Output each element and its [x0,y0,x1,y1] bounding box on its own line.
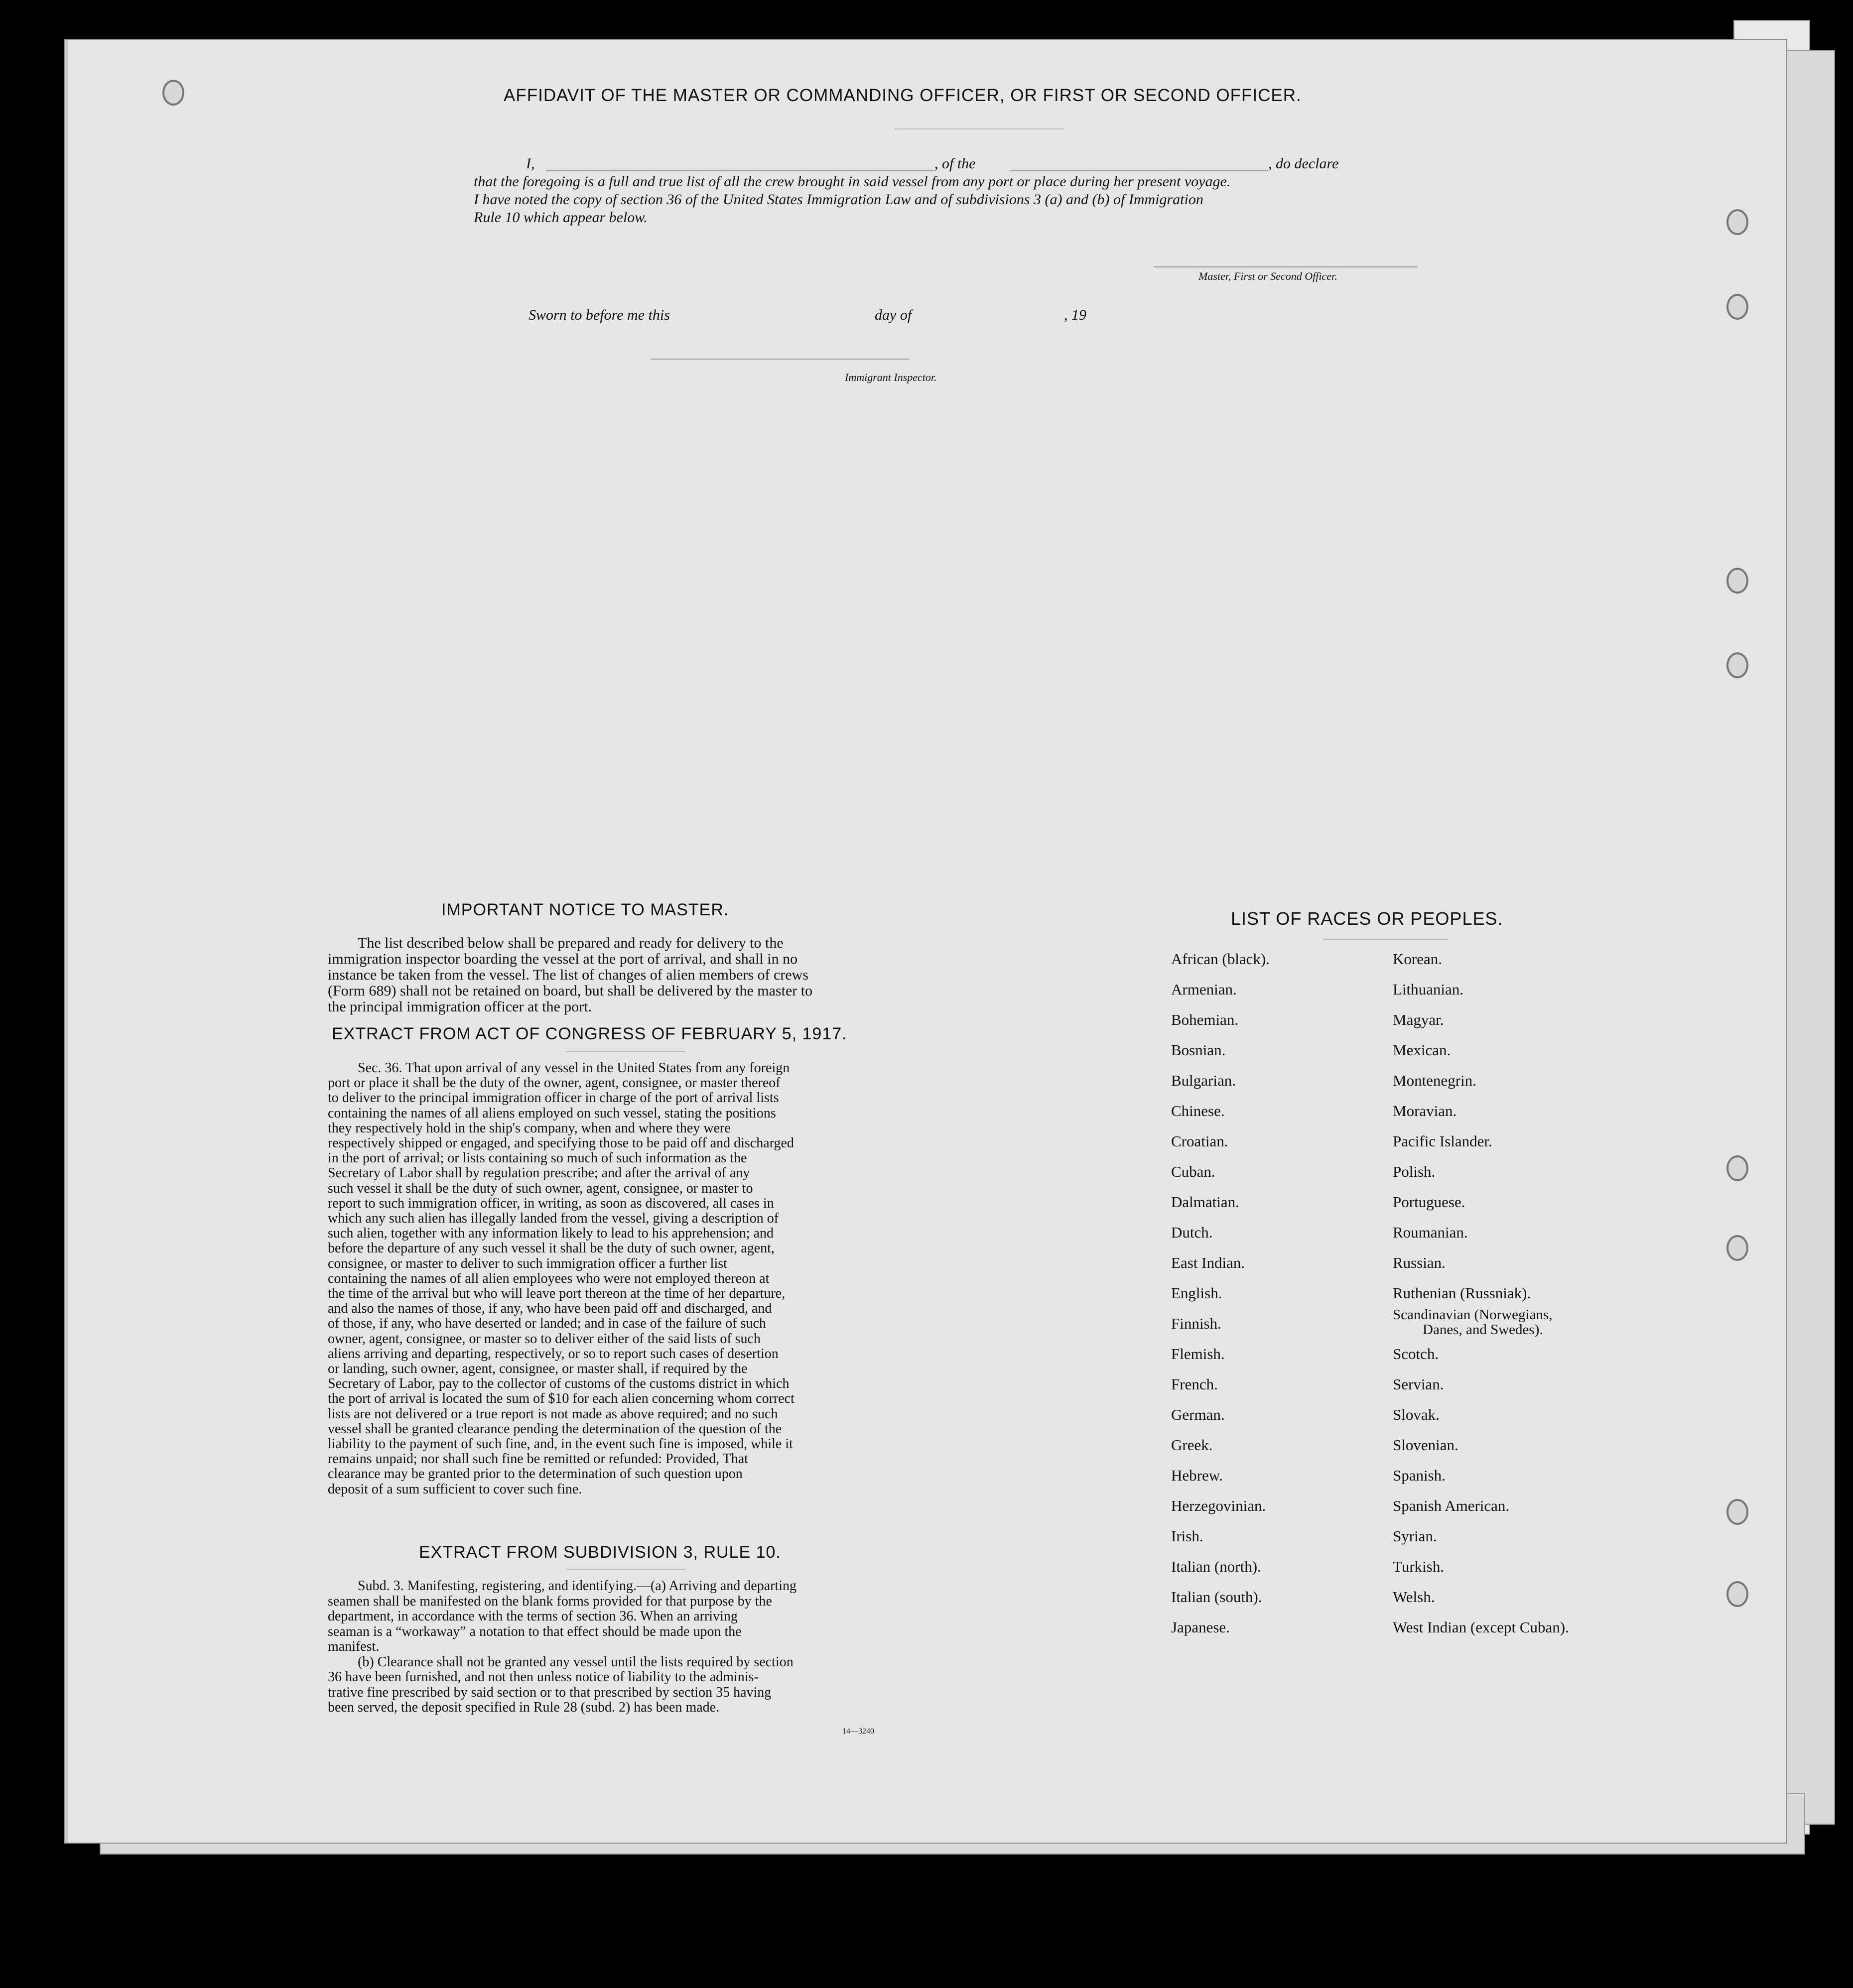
affidavit-title: AFFIDAVIT OF THE MASTER OR COMMANDING OFFICER, OR FIRST OR SECOND OFFICER. [504,86,1302,105]
title-underline [895,128,1064,129]
race-item: Lithuanian. [1393,981,1464,998]
act-line: aliens arriving and departing, respectively, or so to report such cases of desertion [328,1346,779,1362]
act-line: of those, if any, who have deserted or landed; and in case of the failure of such [328,1316,766,1332]
rule-line: Subd. 3. Manifesting, registering, and identifying.—(a) Arriving and departing [358,1578,797,1594]
sworn-text: Sworn to before me this [529,307,670,323]
vessel-blank [1009,170,1268,171]
race-item: Moravian. [1393,1102,1457,1119]
act-line: in the port of arrival; or lists containing so much of such information as the [328,1150,747,1166]
notice-line: the principal immigration officer at the port. [328,998,592,1015]
race-item: Cuban. [1171,1163,1215,1180]
form-number: 14—3240 [842,1727,874,1736]
notice-line: instance be taken from the vessel. The list of changes of alien members of crews [328,967,808,983]
punch-hole [1726,209,1748,235]
race-item: Irish. [1171,1527,1203,1545]
extract-act-text [328,1061,899,1497]
extract-act-underline [566,1051,685,1052]
affidavit-declare: , do declare [1268,155,1339,172]
act-line: such vessel it shall be the duty of such owner, agent, consignee, or master to [328,1180,753,1196]
race-item: German. [1171,1406,1225,1423]
act-line: respectively shipped or engaged, and specifying those to be paid off and discharged [328,1135,794,1151]
act-line: which any such alien has illegally landed from the vessel, giving a description of [328,1211,779,1227]
race-item: Pacific Islander. [1393,1132,1492,1150]
race-item: Roumanian. [1393,1224,1468,1241]
act-line: they respectively hold in the ship's company, when and where they were [328,1120,731,1136]
act-line: Sec. 36. That upon arrival of any vessel in the United States from any foreign [358,1060,790,1076]
race-item: Slovak. [1393,1406,1440,1423]
document-page [65,40,1786,1843]
punch-hole [1726,652,1748,678]
act-line: vessel shall be granted clearance pending the determination of the question of the [328,1421,782,1437]
punch-hole [1726,568,1748,594]
act-line: to deliver to the principal immigration officer in charge of the port of arrival lists [328,1090,779,1106]
rule-line: 36 have been furnished, and not then unless notice of liability to the adminis- [328,1669,759,1685]
year-text: , 19 [1064,307,1086,323]
act-line: lists are not delivered or a true report is not made as above required; and no such [328,1406,778,1422]
affidavit-line2: that the foregoing is a full and true list of all the crew brought in said vessel from any port or place during her present voyage. [474,173,1231,190]
race-item: Spanish. [1393,1467,1446,1484]
race-item: Armenian. [1171,981,1237,998]
notice-line: immigration inspector boarding the vessel at the port of arrival, and shall in no [328,951,798,967]
punch-hole [1726,1235,1748,1261]
race-item: Bohemian. [1171,1011,1239,1028]
race-item: Montenegrin. [1393,1072,1476,1089]
act-line: before the departure of any such vessel it shall be the duty of such owner, agent, [328,1241,775,1256]
rule-line: been served, the deposit specified in Rule 28 (subd. 2) has been made. [328,1700,720,1715]
notice-title: IMPORTANT NOTICE TO MASTER. [441,900,729,919]
act-line: report to such immigration officer, in writing, as soon as discovered, all cases in [328,1195,774,1211]
race-item: Greek. [1171,1436,1213,1454]
race-item: Servian. [1393,1375,1444,1393]
race-item: Bulgarian. [1171,1072,1236,1089]
race-item: Finnish. [1171,1315,1221,1332]
race-item: Chinese. [1171,1102,1225,1119]
notice-line: The list described below shall be prepared and ready for delivery to the [358,935,784,951]
race-item: Italian (south). [1171,1588,1262,1606]
notice-text [328,935,899,1015]
race-item: Ruthenian (Russniak). [1393,1284,1531,1302]
rule-line: trative fine prescribed by said section or to that prescribed by section 35 having [328,1684,772,1700]
extract-rule-title: EXTRACT FROM SUBDIVISION 3, RULE 10. [419,1543,781,1562]
act-line: remains unpaid; nor shall such fine be remitted or refunded: Provided, That [328,1451,748,1467]
race-item: Dutch. [1171,1224,1213,1241]
act-line: Secretary of Labor shall by regulation prescribe; and after the arrival of any [328,1165,750,1181]
act-line: such alien, together with any information likely to lead to his apprehension; and [328,1226,774,1242]
race-item: Herzegovinian. [1171,1497,1266,1514]
act-line: consignee, or master to deliver to such immigration officer a further list [328,1255,727,1271]
race-item: African (black). [1171,950,1270,968]
act-line: Secretary of Labor, pay to the collector of customs of the customs district in which [328,1376,790,1392]
day-of-text: day of [875,307,912,323]
affidavit-line3: I have noted the copy of section 36 of the United States Immigration Law and of subdivisions 3 (a) and (b) of Immigration [474,191,1203,208]
act-line: containing the names of all aliens employed on such vessel, stating the positions [328,1105,776,1121]
race-item: Turkish. [1393,1558,1445,1575]
act-line: or landing, such owner, agent, consignee, or master shall, if required by the [328,1361,748,1377]
race-item: Spanish American. [1393,1497,1510,1514]
punch-hole [162,80,184,106]
act-line: the time of the arrival but who will leave port thereon at the time of her departure, [328,1286,786,1302]
act-line: containing the names of all alien employees who were not employed thereon at [328,1270,770,1286]
act-line: port or place it shall be the duty of the owner, agent, consignee, or master thereof [328,1075,781,1091]
notice-line: (Form 689) shall not be retained on board, but shall be delivered by the master to [328,983,813,999]
act-line: liability to the payment of such fine, and, in the event such fine is imposed, while it [328,1436,793,1452]
rule-line: (b) Clearance shall not be granted any vessel until the lists required by section [358,1654,794,1670]
punch-hole [1726,1155,1748,1181]
race-item: Scotch. [1393,1345,1439,1363]
race-item: Japanese. [1171,1618,1230,1636]
race-item: Croatian. [1171,1132,1228,1150]
race-item: Korean. [1393,950,1442,968]
extract-rule-underline [566,1569,685,1570]
affidavit-i: I, [526,155,535,172]
race-item: French. [1171,1375,1218,1393]
race-item: Syrian. [1393,1527,1437,1545]
race-item: Russian. [1393,1254,1446,1271]
race-item: Portuguese. [1393,1193,1465,1211]
act-line: deposit of a sum sufficient to cover such fine. [328,1481,582,1497]
race-item: Magyar. [1393,1011,1444,1028]
rule-line: seamen shall be manifested on the blank forms provided for that purpose by the [328,1593,772,1609]
rule-line: seaman is a “workaway” a notation to that effect should be made upon the [328,1623,742,1639]
signature-label: Master, First or Second Officer. [1198,270,1337,282]
races-title: LIST OF RACES OR PEOPLES. [1231,908,1503,929]
act-line: owner, agent, consignee, or master so to deliver either of the said lists of such [328,1331,761,1347]
punch-hole [1726,294,1748,320]
name-blank [546,170,934,171]
punch-hole [1726,1499,1748,1525]
race-item: Flemish. [1171,1345,1225,1363]
affidavit-of-the: , of the [934,155,976,172]
race-item: Hebrew. [1171,1467,1223,1484]
race-item: Mexican. [1393,1041,1451,1059]
race-item-continuation: Danes, and Swedes). [1423,1322,1543,1338]
punch-hole [1726,1581,1748,1607]
extract-rule-text [328,1579,899,1716]
inspector-line [651,359,910,360]
race-item: Welsh. [1393,1588,1435,1606]
extract-act-title: EXTRACT FROM ACT OF CONGRESS OF FEBRUARY 5, 1917. [332,1024,847,1043]
rule-line: department, in accordance with the terms of section 36. When an arriving [328,1609,738,1624]
rule-line: manifest. [328,1639,380,1654]
act-line: the port of arrival is located the sum of $10 for each alien concerning whom correct [328,1391,794,1407]
race-item: Scandinavian (Norwegians, [1393,1307,1553,1323]
race-item: Polish. [1393,1163,1436,1180]
signature-line [1154,266,1418,267]
races-underline [1323,939,1448,940]
race-item: Italian (north). [1171,1558,1261,1575]
race-item: Dalmatian. [1171,1193,1239,1211]
act-line: and also the names of those, if any, who have been paid off and discharged, and [328,1301,772,1317]
act-line: clearance may be granted prior to the determination of such question upon [328,1466,743,1482]
race-item: Slovenian. [1393,1436,1458,1454]
inspector-label: Immigrant Inspector. [845,371,937,383]
race-item: English. [1171,1284,1222,1302]
affidavit-line4: Rule 10 which appear below. [474,209,648,226]
race-item: East Indian. [1171,1254,1245,1271]
race-item: Bosnian. [1171,1041,1226,1059]
race-item: West Indian (except Cuban). [1393,1618,1569,1636]
